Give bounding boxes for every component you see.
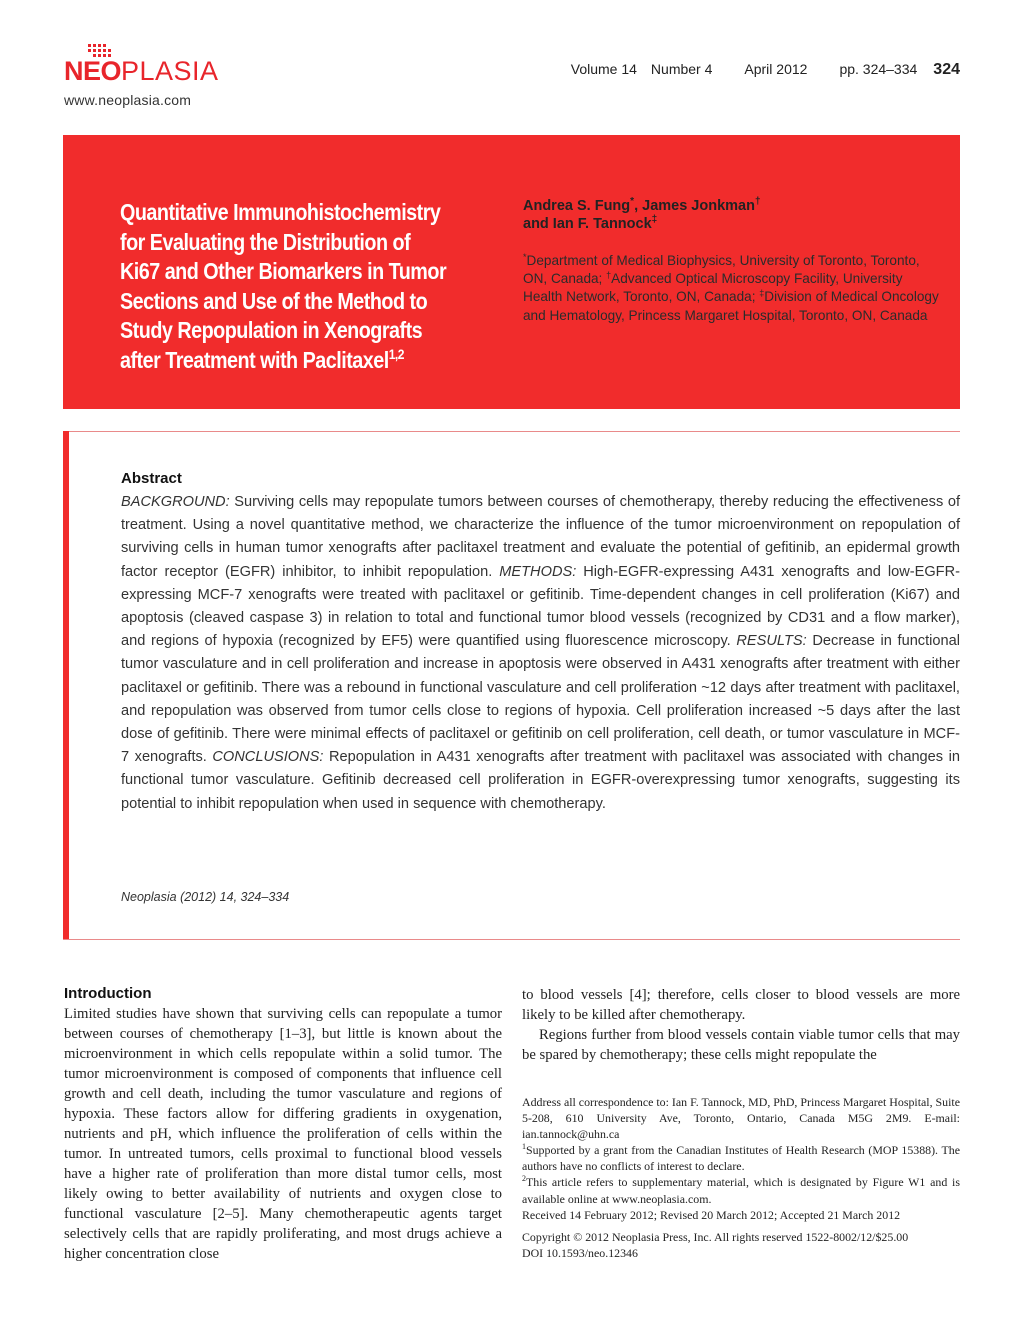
author-name: Andrea S. Fung: [523, 198, 631, 214]
volume: Volume 14: [570, 61, 637, 77]
abstract-heading: Abstract: [121, 470, 182, 487]
title-line-last: after Treatment with Paclitaxel$^{1,2}$: [120, 345, 404, 373]
logo-neo: NEO: [64, 56, 122, 86]
title-line: Study Repopulation in Xenografts: [120, 317, 423, 343]
title-line: Sections and Use of the Method to: [120, 287, 428, 314]
paragraph: to blood vessels [4]; therefore, cells closer to blood vessels are more likely to be killed after chemotherapy.: [522, 987, 960, 1023]
title-footnote-mark: 1,2: [388, 345, 404, 362]
correspondence-address: Address all correspondence to: Ian F. Tannock, MD, PhD, Princess Margaret Hospital, Suite 5-208, 610 University Ave, Toronto, Ontario, Canada M5G 2M9. E-mail: ian.tannock@uhn.ca: [522, 1095, 960, 1142]
abstract-text: BACKGROUND: Surviving cells may repopulate tumors between courses of chemotherapy, thereby reducing the effectiveness of treatment. Using a novel quantitative method, we characterize the influence of the tumor microenvironment on repopulation of surviving cells in human tumor xenografts after paclitaxel treatment and evaluate the potential of gefitinib, an epidermal growth factor receptor (EGFR) inhibitor, to inhibit repopulation. METHODS: High-EGFR-expressing A431 xenografts and low-EGFR-expressing MCF-7 xenografts were treated with paclitaxel or gefitinib. Time-dependent changes in cell proliferation (Ki67) and apoptosis (cleaved caspase 3) in relation to total and functional tumor blood vessels (recognized by CD31 and a flow marker), and regions of hypoxia (recognized by EF5) were quantified using fluorescence microscopy. RESULTS: Decrease in functional tumor vasculature and in cell proliferation and increase in apoptosis were observed in A431 xenografts after treatment with either paclitaxel or gefitinib. There was a rebound in functional vasculature and cell proliferation ~12 days after treatment with paclitaxel, and repopulation was observed from tumor cells close to regions of hypoxia. Cell proliferation increased ~5 days after the last dose of gefitinib. There were minimal effects of paclitaxel or gefitinib on cell proliferation, cell death, or tumor vasculature in MCF-7 xenografts. CONCLUSIONS: Repopulation in A431 xenografts after treatment with paclitaxel was associated with changes in functional tumor vasculature. Gefitinib decreased cell proliferation in EGFR-overexpressing tumor xenografts, suggesting its potential to inhibit repopulation when used in sequence with chemotherapy.: [121, 494, 960, 812]
footnotes: [522, 1094, 960, 1261]
abstract-citation: Neoplasia (2012) 14, 324–334: [121, 890, 290, 904]
footnote-2: $^2$This article refers to supplementary material, which is designated by Figure W1 and is available online at www.neoplasia.com.: [522, 1174, 960, 1206]
doi[interactable]: DOI 10.1593/neo.12346: [522, 1245, 638, 1260]
abstract-results-label: RESULTS:: [736, 633, 807, 650]
footnote-1: $^1$Supported by a grant from the Canadian Institutes of Health Research (MOP 15388). The authors have no conflicts of interest to declare.: [522, 1142, 960, 1174]
issue-date: April 2012: [744, 61, 808, 77]
title-line: for Evaluating the Distribution of: [120, 228, 411, 255]
abstract-methods-label: METHODS:: [499, 563, 577, 580]
page-number: 324: [933, 61, 960, 78]
abstract-conclusions-label: CONCLUSIONS:: [212, 749, 324, 766]
abstract-background-label: BACKGROUND:: [121, 494, 230, 510]
journal-url[interactable]: www.neoplasia.com: [64, 92, 192, 108]
page-range: pp. 324–334: [839, 61, 918, 77]
author-name: and Ian F. Tannock: [523, 216, 652, 232]
received-dates: Received 14 February 2012; Revised 20 March 2012; Accepted 21 March 2012: [522, 1207, 901, 1222]
introduction-column-right: [522, 985, 960, 1065]
journal-logo: [64, 58, 219, 85]
copyright: Copyright © 2012 Neoplasia Press, Inc. All rights reserved 1522-8002/12/$25.00: [522, 1229, 909, 1244]
abstract-bottom-rule: [63, 939, 960, 940]
introduction-column-left: Limited studies have shown that surviving cells can repopulate a tumor between courses of chemotherapy [1–3], but little is known about the microenvironment in which cells repopulate within a solid tumor. The tumor microenvironment is composed of components that influence cell growth and cell death, including the tumor vasculature and regions of hypoxia. These factors allow for differing gradients in oxygenation, nutrients and pH, which influence the proliferation of cells within the tumor. In untreated tumors, cells proximal to functional blood vessels have a higher rate of proliferation than more distal tumor cells, most likely owing to better availability of nutrients and oxygen close to functional vasculature [2–5]. Many chemotherapeutic agents target selectively cells that are rapidly proliferating, and most drugs achieve a higher concentration close: [64, 1006, 502, 1262]
title-line: Quantitative Immunohistochemistry: [120, 199, 441, 225]
author-list: Andrea S. Fung*, James Jonkman† and Ian F. Tannock‡: [523, 196, 761, 232]
paragraph: Regions further from blood vessels contain viable tumor cells that may be spared by chemotherapy; these cells might repopulate the: [522, 1027, 960, 1063]
issue-info: [571, 61, 960, 79]
logo-plasia: PLASIA: [121, 56, 219, 86]
article-title: [120, 198, 498, 375]
introduction-heading: Introduction: [64, 985, 152, 1002]
author-name: James Jonkman: [642, 198, 755, 214]
abstract-top-rule: [63, 431, 960, 432]
abstract-accent-bar: [63, 431, 69, 940]
affiliations: *Department of Medical Biophysics, University of Toronto, Toronto, ON, Canada; †Advanced Optical Microscopy Facility, University Health Network, Toronto, ON, Canada; ‡Division of Medical Oncology and Hematology, Princess Margaret Hospital, Toronto, ON, Canada: [523, 252, 939, 323]
title-line: Ki67 and Other Biomarkers in Tumor: [120, 258, 447, 284]
issue-number: Number 4: [650, 61, 713, 77]
